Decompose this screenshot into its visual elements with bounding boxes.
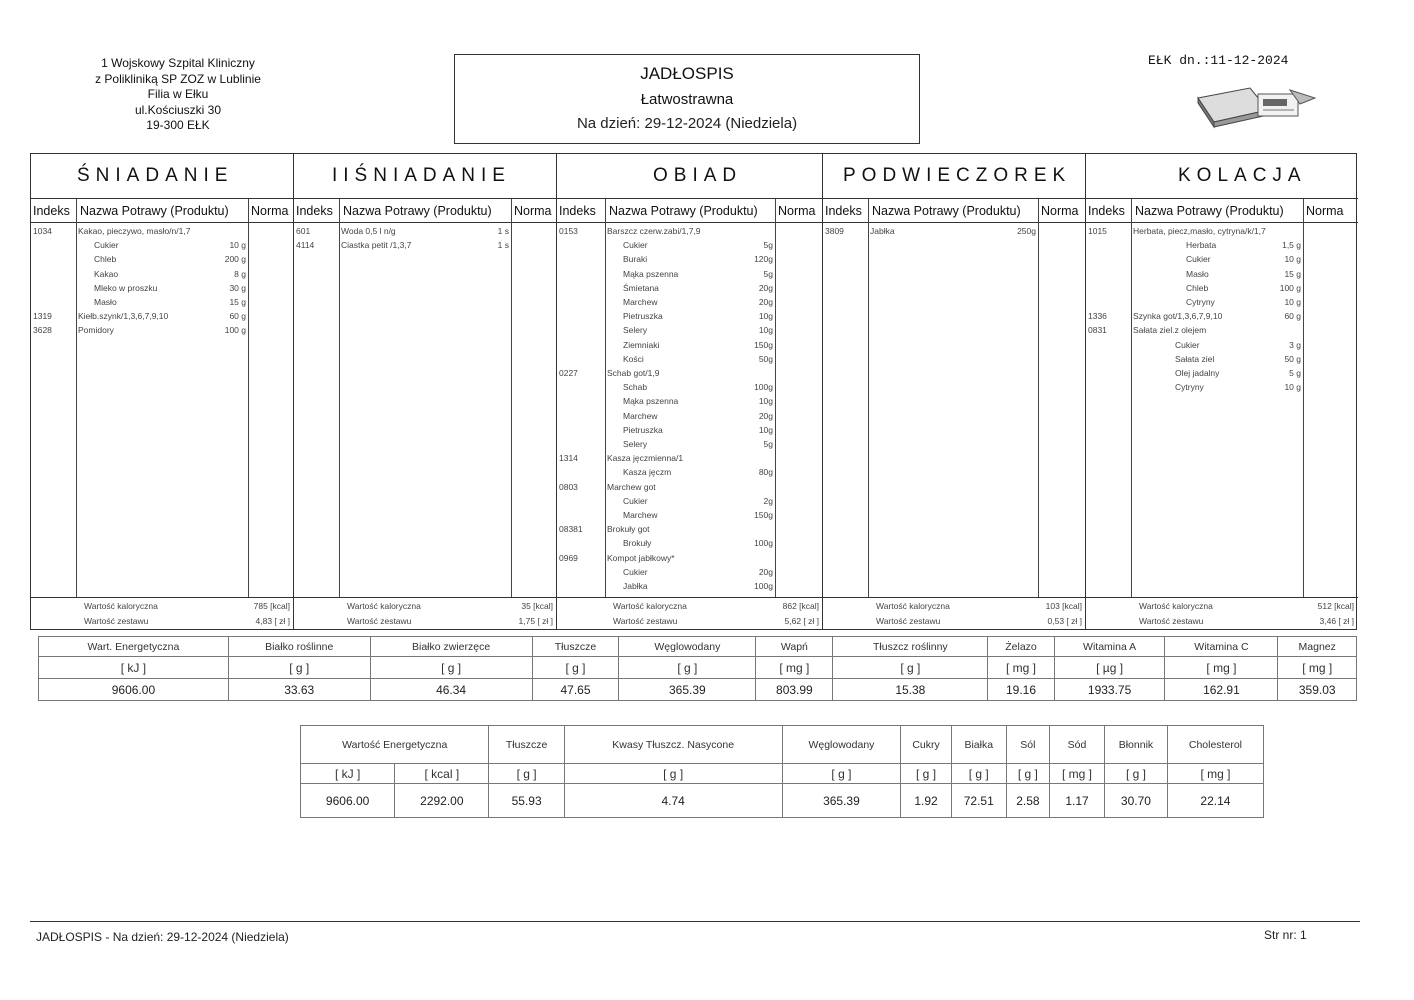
ingredient-name: Śmietana <box>623 282 659 293</box>
nutrition-value-cell: 1.92 <box>901 784 951 818</box>
nutrition-value-cell: 55.93 <box>489 784 564 818</box>
portion-norm: 20g <box>758 282 773 293</box>
meal-cost-label: Wartość zestawu <box>84 616 149 626</box>
portion-norm: 120g <box>754 254 773 265</box>
nutrition-unit-cell: [ g ] <box>619 657 756 679</box>
column-divider <box>248 199 249 597</box>
meal-kcal-label: Wartość kaloryczna <box>1139 601 1213 611</box>
column-header-name: Nazwa Potrawy (Produktu) <box>609 204 758 218</box>
portion-norm: 50g <box>758 353 773 364</box>
meal-column <box>31 154 294 629</box>
portion-norm: 10 g <box>229 240 246 251</box>
nutrition-unit-cell: [ µg ] <box>1054 657 1165 679</box>
nutrition-unit-cell: [ kcal ] <box>395 764 489 784</box>
portion-norm: 10 g <box>1284 254 1301 265</box>
column-header-name: Nazwa Potrawy (Produktu) <box>1135 204 1284 218</box>
column-header-norm: Norma <box>1306 204 1344 218</box>
portion-norm: 50 g <box>1284 353 1301 364</box>
column-header-norm: Norma <box>778 204 816 218</box>
portion-norm: 20g <box>758 410 773 421</box>
portion-norm: 100g <box>754 581 773 591</box>
ingredient-name: Kości <box>623 353 644 364</box>
dish-index: 1314 <box>559 453 578 464</box>
column-header-index: Indeks <box>33 204 70 218</box>
nutrition-table-1 <box>38 636 1357 701</box>
portion-norm: 10g <box>758 424 773 435</box>
nutrition-value-row <box>301 784 1264 818</box>
nutrition-value-cell: 19.16 <box>988 679 1055 701</box>
nutrition-header-cell: Cholesterol <box>1167 726 1263 764</box>
nutrition-value-row <box>39 679 1357 701</box>
dish-index: 08381 <box>559 524 583 535</box>
page-title: JADŁOSPIS <box>640 64 734 83</box>
dish-index: 0153 <box>559 226 578 236</box>
meal-footer-divider <box>823 597 1085 598</box>
nutrition-table-2 <box>300 725 1264 818</box>
ingredient-name: Marchew <box>623 510 658 520</box>
portion-norm: 2g <box>763 495 773 506</box>
nutrition-value-cell: 803.99 <box>756 679 833 701</box>
footer-text: JADŁOSPIS - Na dzień: 29-12-2024 (Niedziela) <box>36 930 289 944</box>
portion-norm: 20g <box>758 566 773 577</box>
nutrition-unit-row <box>301 764 1264 784</box>
column-header-norm: Norma <box>514 204 552 218</box>
portion-norm: 100g <box>754 382 773 393</box>
meal-cost-value: 3,46 [ zł ] <box>1319 616 1354 626</box>
meal-cost-value: 1,75 [ zł ] <box>518 616 553 626</box>
portion-norm: 10 g <box>1284 382 1301 393</box>
dish-index: 0803 <box>559 481 578 492</box>
meal-cost-label: Wartość zestawu <box>347 616 412 626</box>
dish-name: Sałata ziel.z olejem <box>1133 325 1207 336</box>
column-divider <box>339 199 340 597</box>
portion-norm: 10g <box>758 325 773 336</box>
portion-norm: 150g <box>754 339 773 350</box>
portion-norm: 200 g <box>224 254 246 265</box>
ingredient-name: Chleb <box>1186 282 1209 293</box>
meal-cost-value: 4,83 [ zł ] <box>255 616 290 626</box>
nutrition-unit-cell: [ g ] <box>951 764 1006 784</box>
meal-footer-divider <box>294 597 556 598</box>
meal-kcal-value: 862 [kcal] <box>782 601 819 611</box>
nutrition-unit-cell: [ mg ] <box>1278 657 1357 679</box>
ingredient-name: Mleko w proszku <box>94 282 158 293</box>
dish-index: 0227 <box>559 368 578 378</box>
nutrition-value-cell: 33.63 <box>228 679 370 701</box>
nutrition-unit-cell: [ g ] <box>228 657 370 679</box>
meal-kcal-label: Wartość kaloryczna <box>347 601 421 611</box>
column-divider <box>868 199 869 597</box>
dish-index: 3809 <box>825 226 844 236</box>
nutrition-value-cell: 2292.00 <box>395 784 489 818</box>
nutrition-unit-cell: [ g ] <box>370 657 532 679</box>
nutrition-header-cell: Białko zwierzęce <box>370 637 532 657</box>
footer-divider <box>30 921 1360 922</box>
dish-index: 0831 <box>1088 325 1107 336</box>
column-divider <box>511 199 512 597</box>
meal-cost-value: 5,62 [ zł ] <box>784 616 819 626</box>
column-headers <box>823 199 1085 223</box>
meal-footer-divider <box>31 597 293 598</box>
meal-footer-divider <box>1086 597 1358 598</box>
dish-index: 1015 <box>1088 226 1107 236</box>
meal-column <box>294 154 557 629</box>
column-divider <box>605 199 606 597</box>
nutrition-header-cell: Węglowodany <box>619 637 756 657</box>
nutrition-unit-cell: [ g ] <box>1105 764 1168 784</box>
portion-norm: 150g <box>754 510 773 520</box>
nutrition-header-cell: Tłuszcz roślinny <box>833 637 988 657</box>
nutrition-header-cell: Żelazo <box>988 637 1055 657</box>
dish-index: 1034 <box>33 226 52 236</box>
portion-norm: 5g <box>763 439 773 449</box>
nutrition-unit-cell: [ kJ ] <box>39 657 229 679</box>
portion-norm: 100 g <box>1279 282 1301 293</box>
nutrition-header-cell: Kwasy Tłuszcz. Nasycone <box>564 726 782 764</box>
dish-name: Kompot jabłkowy* <box>607 552 675 563</box>
nutrition-value-cell: 162.91 <box>1165 679 1278 701</box>
book-logo-icon <box>1190 80 1320 130</box>
ingredient-name: Mąka pszenna <box>623 268 679 279</box>
meal-column <box>823 154 1086 629</box>
nutrition-value-cell: 2.58 <box>1006 784 1049 818</box>
dish-index: 1336 <box>1088 311 1107 322</box>
portion-norm: 20g <box>758 297 773 307</box>
dish-name: Szynka got/1,3,6,7,9,10 <box>1133 311 1223 322</box>
nutrition-header-row <box>39 637 1357 657</box>
hospital-line: Filia w Ełku <box>147 87 209 101</box>
nutrition-header-cell: Białko roślinne <box>228 637 370 657</box>
nutrition-value-cell: 9606.00 <box>39 679 229 701</box>
meal-title: KOLACJA <box>1086 154 1358 199</box>
nutrition-header-cell: Błonnik <box>1105 726 1168 764</box>
ingredient-name: Pietruszka <box>623 311 663 322</box>
ingredient-name: Cukier <box>1175 339 1200 350</box>
nutrition-header-cell: Witamina C <box>1165 637 1278 657</box>
dish-index: 1319 <box>33 311 52 322</box>
portion-norm: 15 g <box>229 297 246 307</box>
ingredient-name: Mąka pszenna <box>623 396 679 407</box>
dish-name: Jabłka <box>870 226 895 236</box>
dish-name: Woda 0,5 l n/g <box>341 226 396 236</box>
column-header-name: Nazwa Potrawy (Produktu) <box>343 204 492 218</box>
ingredient-name: Cytryny <box>1186 297 1215 307</box>
meal-cost-label: Wartość zestawu <box>876 616 941 626</box>
meal-cost-label: Wartość zestawu <box>613 616 678 626</box>
ingredient-name: Buraki <box>623 254 648 265</box>
ingredient-name: Jabłka <box>623 581 648 591</box>
column-header-index: Indeks <box>559 204 596 218</box>
nutrition-unit-cell: [ kJ ] <box>301 764 395 784</box>
ingredient-name: Marchew <box>623 410 658 421</box>
nutrition-value-cell: 365.39 <box>619 679 756 701</box>
dish-name: Schab got/1,9 <box>607 368 660 378</box>
portion-norm: 1 s <box>497 226 509 236</box>
meal-title: PODWIECZOREK <box>823 154 1085 199</box>
dish-name: Barszcz czerw.zabi/1,7,9 <box>607 226 701 236</box>
portion-norm: 60 g <box>229 311 246 322</box>
nutrition-unit-cell: [ g ] <box>564 764 782 784</box>
column-headers <box>557 199 822 223</box>
nutrition-unit-cell: [ mg ] <box>988 657 1055 679</box>
nutrition-unit-cell: [ mg ] <box>1167 764 1263 784</box>
nutrition-header-cell: Sód <box>1049 726 1104 764</box>
portion-norm: 10 g <box>1284 297 1301 307</box>
ingredient-name: Cytryny <box>1175 382 1204 393</box>
ingredient-name: Cukier <box>623 240 648 251</box>
portion-norm: 1,5 g <box>1282 240 1301 251</box>
column-divider <box>1131 199 1132 597</box>
portion-norm: 1 s <box>497 240 509 251</box>
dish-name: Kakao, pieczywo, masło/n/1,7 <box>78 226 191 236</box>
nutrition-header-cell: Sól <box>1006 726 1049 764</box>
nutrition-header-cell: Witamina A <box>1054 637 1165 657</box>
nutrition-header-cell: Cukry <box>901 726 951 764</box>
nutrition-value-cell: 30.70 <box>1105 784 1168 818</box>
page-number: Str nr: 1 <box>1264 928 1307 942</box>
nutrition-header-cell: Wartość Energetyczna <box>301 726 489 764</box>
nutrition-value-cell: 72.51 <box>951 784 1006 818</box>
column-divider <box>1038 199 1039 597</box>
meal-kcal-label: Wartość kaloryczna <box>84 601 158 611</box>
meal-cost-label: Wartość zestawu <box>1139 616 1204 626</box>
ingredient-name: Herbata <box>1186 240 1217 251</box>
portion-norm: 5g <box>763 268 773 279</box>
ingredient-name: Cukier <box>94 240 119 251</box>
ingredient-name: Olej jadalny <box>1175 368 1220 378</box>
portion-norm: 15 g <box>1284 268 1301 279</box>
dish-index: 4114 <box>296 240 315 251</box>
portion-norm: 100g <box>754 538 773 549</box>
nutrition-value-cell: 4.74 <box>564 784 782 818</box>
nutrition-unit-cell: [ g ] <box>1006 764 1049 784</box>
meal-kcal-value: 785 [kcal] <box>253 601 290 611</box>
nutrition-unit-cell: [ mg ] <box>1049 764 1104 784</box>
nutrition-unit-cell: [ g ] <box>532 657 619 679</box>
ingredient-name: Ziemniaki <box>623 339 660 350</box>
menu-date: Na dzień: 29-12-2024 (Niedziela) <box>576 115 798 132</box>
hospital-line: 19-300 EŁK <box>146 118 210 132</box>
nutrition-header-cell: Węglowodany <box>782 726 901 764</box>
dish-name: Herbata, piecz,masło, cytryna/k/1,7 <box>1133 226 1266 236</box>
column-divider <box>1303 199 1304 597</box>
dish-index: 601 <box>296 226 311 236</box>
hospital-line: ul.Kościuszki 30 <box>134 102 222 117</box>
ingredient-name: Selery <box>623 325 648 336</box>
nutrition-unit-cell: [ mg ] <box>1165 657 1278 679</box>
column-headers <box>1086 199 1358 223</box>
meal-cost-value: 0,53 [ zł ] <box>1047 616 1082 626</box>
meal-column <box>1086 154 1358 629</box>
ingredient-name: Masło <box>1186 268 1209 279</box>
nutrition-value-cell: 22.14 <box>1167 784 1263 818</box>
issue-date: EŁK dn.:11-12-2024 <box>1148 53 1289 68</box>
column-header-index: Indeks <box>825 204 862 218</box>
dish-index: 0969 <box>559 552 578 563</box>
column-headers <box>294 199 556 223</box>
nutrition-value-cell: 46.34 <box>370 679 532 701</box>
nutrition-value-cell: 1.17 <box>1049 784 1104 818</box>
nutrition-header-cell: Wapń <box>756 637 833 657</box>
nutrition-header-cell: Magnez <box>1278 637 1357 657</box>
ingredient-name: Masło <box>94 297 117 307</box>
ingredient-name: Cukier <box>623 495 648 506</box>
title-box <box>454 54 920 144</box>
meal-title: ŚNIADANIE <box>31 154 293 199</box>
column-divider <box>775 199 776 597</box>
column-header-index: Indeks <box>296 204 333 218</box>
meal-kcal-value: 35 [kcal] <box>521 601 553 611</box>
portion-norm: 60 g <box>1284 311 1301 322</box>
nutrition-header-cell: Tłuszcze <box>532 637 619 657</box>
nutrition-value-cell: 9606.00 <box>301 784 395 818</box>
hospital-line: z Polikliniką SP ZOZ w Lublinie <box>95 71 261 86</box>
nutrition-value-cell: 359.03 <box>1278 679 1357 701</box>
portion-norm: 250g <box>1017 226 1036 236</box>
ingredient-name: Marchew <box>623 297 658 307</box>
column-divider <box>76 199 77 597</box>
ingredient-name: Selery <box>623 439 648 449</box>
portion-norm: 8 g <box>234 268 246 279</box>
nutrition-unit-cell: [ g ] <box>901 764 951 784</box>
portion-norm: 80g <box>758 467 773 478</box>
dish-name: Kiełb.szynk/1,3,6,7,9,10 <box>78 311 169 322</box>
meal-title: OBIAD <box>557 154 822 199</box>
meal-title: IIŚNIADANIE <box>294 154 556 199</box>
nutrition-unit-cell: [ mg ] <box>756 657 833 679</box>
ingredient-name: Schab <box>623 382 648 393</box>
column-headers <box>31 199 293 223</box>
column-header-index: Indeks <box>1088 204 1125 218</box>
meal-kcal-value: 512 [kcal] <box>1317 601 1354 611</box>
portion-norm: 30 g <box>229 282 246 293</box>
nutrition-header-cell: Tłuszcze <box>489 726 564 764</box>
column-header-name: Nazwa Potrawy (Produktu) <box>872 204 1021 218</box>
nutrition-header-cell: Wart. Energetyczna <box>39 637 229 657</box>
meal-kcal-label: Wartość kaloryczna <box>876 601 950 611</box>
nutrition-value-cell: 15.38 <box>833 679 988 701</box>
diet-name: Łatwostrawna <box>640 91 734 108</box>
ingredient-name: Chleb <box>94 254 117 265</box>
hospital-line: 1 Wojskowy Szpital Kliniczny <box>101 56 255 70</box>
dish-name: Marchew got <box>607 481 656 492</box>
nutrition-unit-cell: [ g ] <box>489 764 564 784</box>
nutrition-unit-row <box>39 657 1357 679</box>
portion-norm: 10g <box>758 396 773 407</box>
portion-norm: 5 g <box>1289 368 1301 378</box>
ingredient-name: Brokuły <box>623 538 652 549</box>
meals-table <box>30 153 1357 630</box>
hospital-address <box>60 56 296 134</box>
nutrition-unit-cell: [ g ] <box>782 764 901 784</box>
portion-norm: 100 g <box>224 325 246 336</box>
dish-name: Kasza jęczmienna/1 <box>607 453 684 464</box>
ingredient-name: Cukier <box>623 566 648 577</box>
nutrition-value-cell: 365.39 <box>782 784 901 818</box>
nutrition-value-cell: 47.65 <box>532 679 619 701</box>
portion-norm: 10g <box>758 311 773 322</box>
nutrition-header-row <box>301 726 1264 764</box>
portion-norm: 5g <box>763 240 773 251</box>
column-header-name: Nazwa Potrawy (Produktu) <box>80 204 229 218</box>
ingredient-name: Kasza jęczm <box>623 467 672 478</box>
dish-name: Ciastka petit /1,3,7 <box>341 240 412 251</box>
meal-column <box>557 154 823 629</box>
portion-norm: 3 g <box>1289 339 1301 350</box>
nutrition-unit-cell: [ g ] <box>833 657 988 679</box>
dish-name: Brokuły got <box>607 524 650 535</box>
ingredient-name: Sałata ziel <box>1175 353 1215 364</box>
ingredient-name: Pietruszka <box>623 424 663 435</box>
meal-kcal-label: Wartość kaloryczna <box>613 601 687 611</box>
nutrition-header-cell: Białka <box>951 726 1006 764</box>
column-header-norm: Norma <box>1041 204 1079 218</box>
dish-index: 3628 <box>33 325 52 336</box>
ingredient-name: Cukier <box>1186 254 1211 265</box>
dish-name: Pomidory <box>78 325 114 336</box>
meal-kcal-value: 103 [kcal] <box>1045 601 1082 611</box>
column-header-norm: Norma <box>251 204 289 218</box>
nutrition-value-cell: 1933.75 <box>1054 679 1165 701</box>
ingredient-name: Kakao <box>94 268 119 279</box>
meal-footer-divider <box>557 597 822 598</box>
